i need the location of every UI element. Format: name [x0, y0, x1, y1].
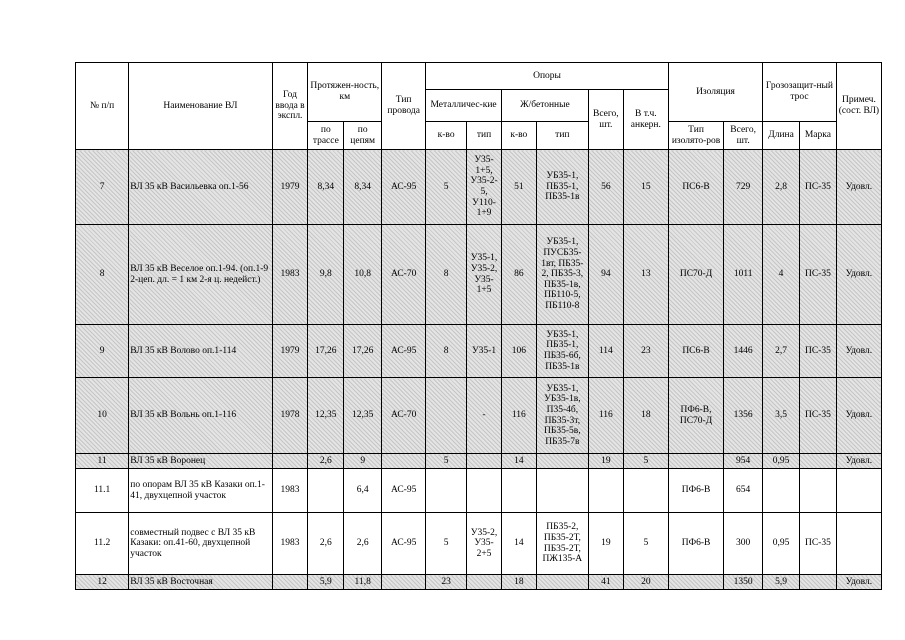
row-len-circuits: 10,8	[344, 225, 382, 325]
row-anchor: 5	[623, 513, 668, 575]
row-ins-type: ПС6-В	[668, 325, 723, 378]
row-gw-len: 3,5	[763, 378, 800, 454]
header-concrete-type: тип	[536, 122, 588, 150]
header-gw-length: Длина	[763, 122, 800, 150]
row-gw-len: 0,95	[763, 513, 800, 575]
header-year: Год ввода в экспл.	[272, 63, 308, 150]
table-row	[76, 513, 882, 575]
row-ins-type: ПФ6-В	[668, 469, 723, 513]
row-conc-count: 106	[501, 325, 536, 378]
row-len-route: 17,26	[308, 325, 344, 378]
row-num: 10	[76, 378, 129, 454]
row-name: по опорам ВЛ 35 кВ Казаки оп.1-41, двухцепной участок	[129, 469, 272, 513]
row-year: 1979	[272, 325, 308, 378]
row-total: 19	[588, 513, 623, 575]
row-note: Удовл.	[836, 225, 881, 325]
row-ins-total: 654	[724, 469, 763, 513]
row-ins-type	[668, 575, 723, 590]
row-anchor: 20	[623, 575, 668, 590]
header-anchor: В т.ч. анкерн.	[623, 90, 668, 150]
row-wire: АС-70	[382, 225, 426, 325]
row-anchor	[623, 469, 668, 513]
row-wire: АС-95	[382, 513, 426, 575]
row-ins-type: ПС70-Д	[668, 225, 723, 325]
header-note: Примеч. (сост. ВЛ)	[836, 63, 881, 150]
row-len-circuits: 9	[344, 454, 382, 469]
table-row	[76, 150, 882, 225]
row-conc-count: 86	[501, 225, 536, 325]
row-ins-total: 1446	[724, 325, 763, 378]
row-metal-count: 8	[426, 325, 467, 378]
row-conc-type	[536, 454, 588, 469]
row-note: Удовл.	[836, 575, 881, 590]
row-metal-type	[467, 575, 502, 590]
row-metal-type: У35-1, У35-2, У35-1+5	[467, 225, 502, 325]
row-len-circuits: 11,8	[344, 575, 382, 590]
row-metal-count	[426, 378, 467, 454]
row-total: 56	[588, 150, 623, 225]
table-row	[76, 325, 882, 378]
row-len-circuits: 8,34	[344, 150, 382, 225]
row-conc-count: 14	[501, 454, 536, 469]
row-gw-brand	[799, 575, 836, 590]
row-wire: АС-95	[382, 325, 426, 378]
table-header	[76, 63, 882, 150]
row-len-circuits: 17,26	[344, 325, 382, 378]
header-num: № п/п	[76, 63, 129, 150]
row-total: 94	[588, 225, 623, 325]
header-gw-brand: Марка	[799, 122, 836, 150]
row-ins-total: 1356	[724, 378, 763, 454]
row-anchor: 5	[623, 454, 668, 469]
row-gw-brand	[799, 454, 836, 469]
row-wire: АС-95	[382, 469, 426, 513]
row-year: 1983	[272, 513, 308, 575]
header-concrete-count: к-во	[501, 122, 536, 150]
row-name: ВЛ 35 кВ Воронец	[129, 454, 272, 469]
row-metal-count: 5	[426, 513, 467, 575]
row-num: 11.2	[76, 513, 129, 575]
row-len-route: 12,35	[308, 378, 344, 454]
row-gw-len: 2,7	[763, 325, 800, 378]
row-gw-brand: ПС-35	[799, 513, 836, 575]
row-metal-type: У35-1	[467, 325, 502, 378]
table-row	[76, 378, 882, 454]
row-name: совместный подвес с ВЛ 35 кВ Казаки: оп.41-60, двухцепной участок	[129, 513, 272, 575]
row-len-route: 2,6	[308, 454, 344, 469]
row-total: 114	[588, 325, 623, 378]
row-num: 9	[76, 325, 129, 378]
row-anchor: 15	[623, 150, 668, 225]
header-metal: Металличес-кие	[426, 90, 502, 122]
header-concrete: Ж/бетонные	[501, 90, 588, 122]
row-name: ВЛ 35 кВ Восточная	[129, 575, 272, 590]
row-metal-count: 5	[426, 454, 467, 469]
row-note	[836, 513, 881, 575]
row-conc-count: 18	[501, 575, 536, 590]
row-conc-type: УБ35-1, УБ35-1в, П35-4б, ПБ35-3т, ПБ35-5в, ПБ35-7в	[536, 378, 588, 454]
row-ins-type: ПС6-В	[668, 150, 723, 225]
header-length-circuits: по цепям	[344, 122, 382, 150]
header-name: Наименование ВЛ	[129, 63, 272, 150]
row-metal-type	[467, 469, 502, 513]
header-insulation: Изоляция	[668, 63, 762, 122]
row-len-route: 9,8	[308, 225, 344, 325]
row-gw-brand: ПС-35	[799, 378, 836, 454]
row-name: ВЛ 35 кВ Волово оп.1-114	[129, 325, 272, 378]
row-note: Удовл.	[836, 378, 881, 454]
header-insulator-type: Тип изолято-ров	[668, 122, 723, 150]
row-wire: АС-70	[382, 378, 426, 454]
row-gw-brand: ПС-35	[799, 150, 836, 225]
header-insulation-total: Всего, шт.	[724, 122, 763, 150]
row-conc-type: УБ35-1, ПУСБ35-1вт, ПБ35-2, ПБ35-3, ПБ35-1в, ПБ110-5, ПБ110-8	[536, 225, 588, 325]
row-year: 1978	[272, 378, 308, 454]
header-metal-type: тип	[467, 122, 502, 150]
row-conc-type: УБ35-1, ПБ35-1, ПБ35-6б, ПБ35-1в	[536, 325, 588, 378]
row-conc-type	[536, 469, 588, 513]
header-length-route: по трассе	[308, 122, 344, 150]
row-gw-len: 2,8	[763, 150, 800, 225]
row-note	[836, 469, 881, 513]
row-metal-type: У35-1+5, У35-2-5, У110-1+9	[467, 150, 502, 225]
row-num: 7	[76, 150, 129, 225]
row-len-route	[308, 469, 344, 513]
row-gw-len: 5,9	[763, 575, 800, 590]
header-wire: Тип провода	[382, 63, 426, 150]
row-note: Удовл.	[836, 454, 881, 469]
header-metal-count: к-во	[426, 122, 467, 150]
row-ins-type: ПФ6-В	[668, 513, 723, 575]
row-ins-total: 1011	[724, 225, 763, 325]
row-gw-brand: ПС-35	[799, 325, 836, 378]
row-num: 12	[76, 575, 129, 590]
row-wire	[382, 575, 426, 590]
table-row	[76, 454, 882, 469]
row-metal-count: 5	[426, 150, 467, 225]
row-note: Удовл.	[836, 150, 881, 225]
header-supports: Опоры	[426, 63, 669, 90]
row-ins-type	[668, 454, 723, 469]
row-ins-total: 954	[724, 454, 763, 469]
row-anchor: 23	[623, 325, 668, 378]
row-year: 1979	[272, 150, 308, 225]
row-conc-count: 14	[501, 513, 536, 575]
row-metal-type	[467, 454, 502, 469]
row-len-circuits: 6,4	[344, 469, 382, 513]
row-total: 19	[588, 454, 623, 469]
row-total: 41	[588, 575, 623, 590]
power-lines-table	[75, 62, 882, 590]
row-gw-brand: ПС-35	[799, 225, 836, 325]
header-ground-wire: Грозозащит-ный трос	[763, 63, 837, 122]
table-row	[76, 225, 882, 325]
row-len-route: 8,34	[308, 150, 344, 225]
row-conc-type: УБ35-1, ПБ35-1, ПБ35-1в	[536, 150, 588, 225]
row-metal-count	[426, 469, 467, 513]
row-anchor: 18	[623, 378, 668, 454]
row-len-route: 5,9	[308, 575, 344, 590]
row-metal-type: У35-2, У35-2+5	[467, 513, 502, 575]
row-year: 1983	[272, 469, 308, 513]
row-ins-total: 300	[724, 513, 763, 575]
row-metal-count: 8	[426, 225, 467, 325]
row-wire	[382, 454, 426, 469]
row-anchor: 13	[623, 225, 668, 325]
header-total-pcs: Всего, шт.	[588, 90, 623, 150]
row-metal-count: 23	[426, 575, 467, 590]
row-conc-type: ПБ35-2, ПБ35-2Т, ПБ35-2Т, ПЖ135-А	[536, 513, 588, 575]
row-len-circuits: 12,35	[344, 378, 382, 454]
row-year	[272, 575, 308, 590]
row-name: ВЛ 35 кВ Вольнь оп.1-116	[129, 378, 272, 454]
row-len-route: 2,6	[308, 513, 344, 575]
row-conc-type	[536, 575, 588, 590]
row-ins-total: 729	[724, 150, 763, 225]
row-year	[272, 454, 308, 469]
table-row	[76, 575, 882, 590]
row-gw-len: 4	[763, 225, 800, 325]
table-body	[76, 150, 882, 590]
row-conc-count	[501, 469, 536, 513]
row-gw-brand	[799, 469, 836, 513]
table-row	[76, 469, 882, 513]
row-total	[588, 469, 623, 513]
row-ins-total: 1350	[724, 575, 763, 590]
row-conc-count: 116	[501, 378, 536, 454]
row-year: 1983	[272, 225, 308, 325]
row-note: Удовл.	[836, 325, 881, 378]
row-name: ВЛ 35 кВ Веселое оп.1-94. (оп.1-9 2-цеп. дл. = 1 км 2-я ц. недейст.)	[129, 225, 272, 325]
row-conc-count: 51	[501, 150, 536, 225]
row-ins-type: ПФ6-В, ПС70-Д	[668, 378, 723, 454]
row-name: ВЛ 35 кВ Васильевка оп.1-56	[129, 150, 272, 225]
row-metal-type: -	[467, 378, 502, 454]
row-gw-len	[763, 469, 800, 513]
row-wire: АС-95	[382, 150, 426, 225]
row-num: 11.1	[76, 469, 129, 513]
row-len-circuits: 2,6	[344, 513, 382, 575]
row-total: 116	[588, 378, 623, 454]
header-length: Протяжен-ность, км	[308, 63, 382, 122]
row-num: 8	[76, 225, 129, 325]
row-num: 11	[76, 454, 129, 469]
row-gw-len: 0,95	[763, 454, 800, 469]
